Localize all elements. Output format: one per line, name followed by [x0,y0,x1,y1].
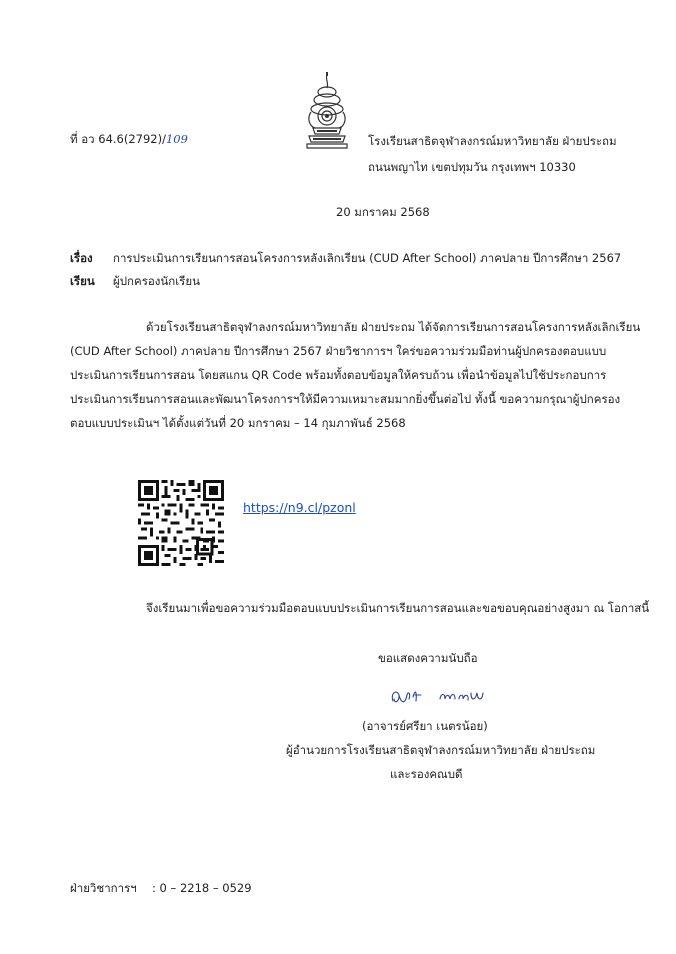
body-line-1: ด้วยโรงเรียนสาธิตจุฬาลงกรณ์มหาวิทยาลัย ฝ่ายประถม ได้จัดการเรียนการสอนโครงการหลังเลิกเรียน [146,320,641,334]
recipient-text: ผู้ปกครองนักเรียน [113,274,200,288]
closing-sentence: จึงเรียนมาเพื่อขอความร่วมมือตอบแบบประเมินการเรียนการสอนและขอขอบคุณอย่างสูงมา ณ โอกาสนี้ [146,601,650,615]
body-line-2: (CUD After School) ภาคปลาย ปีการศึกษา 2567 ฝ่ายวิชาการฯ ใคร่ขอความร่วมมือท่านผู้ปกครองตอบแบบ [70,344,607,358]
body-line-5: ตอบแบบประเมินฯ ได้ตั้งแต่วันที่ 20 มกราคม – 14 กุมภาพันธ์ 2568 [70,416,406,430]
school-emblem-icon [303,70,351,150]
subject-label: เรื่อง [70,251,93,265]
school-name: โรงเรียนสาธิตจุฬาลงกรณ์มหาวิทยาลัย ฝ่ายประถม [368,134,617,148]
handwritten-signature [385,683,495,713]
reference-handwritten-number: 109 [165,132,188,146]
footer-department: ฝ่ายวิชาการฯ [70,881,137,895]
signer-position: ผู้อำนวยการโรงเรียนสาธิตจุฬาลงกรณ์มหาวิทยาลัย ฝ่ายประถม [286,743,596,757]
survey-qr-code[interactable] [138,480,224,566]
body-line-4: ประเมินการเรียนการสอนและพัฒนาโครงการฯให้มีความเหมาะสมมากยิ่งขึ้นต่อไป ทั้งนี้ ขอความกรุณาผู้ปกครอง [70,392,621,406]
survey-link[interactable]: https://n9.cl/pzonl [243,500,356,515]
reference-prefix: ที่ อว 64.6(2792)/ [70,132,166,146]
reference-number [70,131,188,149]
signoff-text: ขอแสดงความนับถือ [378,651,478,665]
footer-contact [70,880,252,898]
subject-text: การประเมินการเรียนการสอนโครงการหลังเลิกเรียน (CUD After School) ภาคปลาย ปีการศึกษา 2567 [113,251,622,265]
footer-phone: : 0 – 2218 – 0529 [152,881,252,895]
school-address: ถนนพญาไท เขตปทุมวัน กรุงเทพฯ 10330 [368,160,576,174]
signer-name: (อาจารย์ศรียา เนตรน้อย) [362,719,488,733]
signer-position-2: และรองคณบดี [390,767,463,781]
recipient-label: เรียน [70,274,95,288]
letter-date: 20 มกราคม 2568 [336,205,430,219]
body-line-3: ประเมินการเรียนการสอน โดยสแกน QR Code พร้อมทั้งตอบข้อมูลให้ครบถ้วน เพื่อนำข้อมูลไปใช้ประกอบการ [70,368,607,382]
